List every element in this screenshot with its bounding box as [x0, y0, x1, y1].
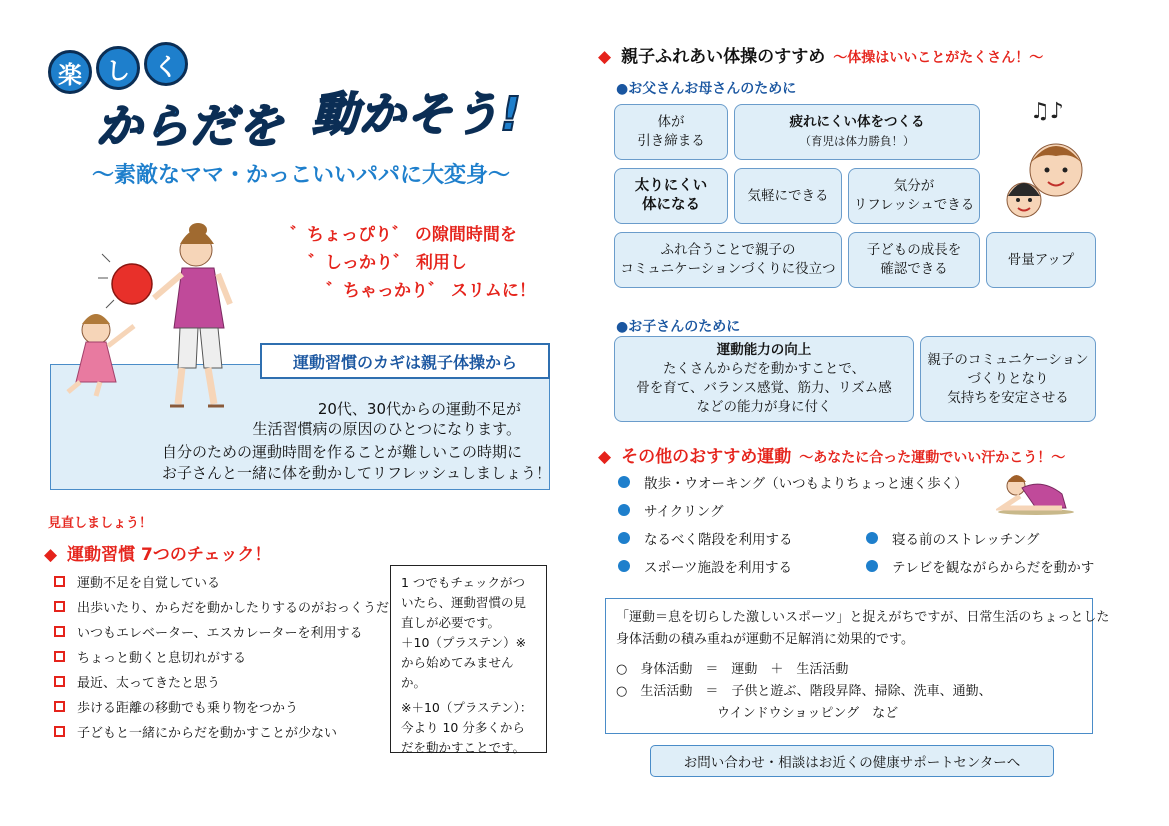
habit-line-3: 自分のための運動時間を作ることが難しいこの時期に: [162, 443, 523, 461]
slogan-line-3: ゛ちゃっかり゛ スリムに！: [326, 281, 536, 301]
check-item: [54, 597, 389, 616]
check-item-label: 運動不足を自覚している: [77, 576, 221, 591]
benefit-card-toned: 体が 引き締まる: [614, 104, 728, 160]
page-subtitle: ～素敵なママ・かっこいいパパに大変身～: [92, 163, 511, 188]
stretching-woman-illustration: [996, 466, 1076, 516]
check-item: [54, 572, 220, 591]
diamond-icon: ◆: [44, 545, 58, 565]
plus-ten-note: [390, 565, 547, 753]
child-benefit-motor-skills: 運動能力の向上 たくさんからだを動かすことで、 骨を育て、バランス感覚、筋力、リズム感 などの能力が身に付く: [614, 336, 914, 422]
svg-text:♫♪: ♫♪: [1030, 99, 1064, 124]
benefit-card-refresh: 気分が リフレッシュできる: [848, 168, 980, 224]
check-item-label: いつもエレベーター、エスカレーターを利用する: [77, 626, 363, 641]
check-item-label: 出歩いたり、からだを動かしたりするのがおっくうだ: [77, 601, 390, 616]
check-item-label: 子どもと一緒にからだを動かすことが少ない: [77, 726, 338, 741]
slogan-line-2: ゛しっかり゛ 利用し: [308, 253, 467, 273]
title-circle-1: 楽: [48, 50, 92, 94]
check-title-text: 運動習慣 7つのチェック！: [67, 545, 272, 565]
exercise-item: テレビを観ながらからだを動かす: [866, 556, 1094, 576]
other-exercise-title: その他のおすすめ運動: [621, 447, 792, 467]
habit-line-4: お子さんと一緒に体を動かしてリフレッシュしましょう！: [162, 464, 551, 482]
contact-banner: お問い合わせ・相談はお近くの健康サポートセンターへ: [650, 745, 1054, 777]
exercise-item: スポーツ施設を利用する: [618, 556, 792, 576]
checkbox-icon: [54, 701, 65, 712]
check-item-label: ちょっと動くと息切れがする: [77, 651, 247, 666]
note-text-1: 1 つでもチェックがついたら、運動習慣の見直しが必要です。: [401, 575, 527, 630]
bullet-icon: [866, 560, 878, 572]
parent-child-section-title: [598, 42, 1043, 67]
title-line-1: からだを: [96, 99, 284, 153]
for-parents-label: ●お父さんお母さんのために: [616, 81, 797, 97]
info-row-2: ○ 生活活動 ＝ 子供と遊ぶ、階段昇降、掃除、洗車、通勤、: [616, 684, 992, 699]
other-exercise-section-title: [598, 442, 1065, 467]
bullet-icon: [618, 504, 630, 516]
activity-info-box: [605, 598, 1110, 734]
parent-child-title: 親子ふれあい体操のすすめ: [621, 47, 826, 67]
check-item: [54, 647, 246, 666]
check-item: [54, 622, 362, 641]
for-children-label: ●お子さんのために: [616, 319, 741, 335]
benefit-card-communication: ふれ合うことで親子の コミュニケーションづくりに役立つ: [614, 232, 842, 288]
title-circle-3: く: [144, 42, 188, 86]
info-row-3: ウインドウショッピング など: [717, 706, 899, 721]
bullet-icon: [618, 476, 630, 488]
review-label: 見直しましょう！: [48, 516, 153, 531]
checkbox-icon: [54, 576, 65, 587]
diamond-icon: ◆: [598, 47, 612, 67]
habit-heading: 運動習慣のカギは親子体操から: [260, 343, 550, 379]
slogan-line-1: ゛ちょっぴり゛ の隙間時間を: [290, 225, 517, 245]
habit-line-2: 生活習慣病の原因のひとつになります。: [252, 420, 521, 438]
other-exercise-subtitle: ～あなたに合った運動でいい汗かこう！～: [799, 450, 1066, 466]
benefit-card-growth: 子どもの成長を 確認できる: [848, 232, 980, 288]
checkbox-icon: [54, 601, 65, 612]
child-benefit-communication: 親子のコミュニケーション づくりとなり 気持ちを安定させる: [920, 336, 1096, 422]
check-item: [54, 672, 220, 691]
bullet-icon: [866, 532, 878, 544]
title-circle-2: し: [96, 46, 140, 90]
checkbox-icon: [54, 651, 65, 662]
benefit-card-slim: 太りにくい 体になる: [614, 168, 728, 224]
exercise-item: なるべく階段を利用する: [618, 528, 793, 548]
exercise-item: サイクリング: [618, 500, 724, 520]
check-item: [54, 697, 298, 716]
bullet-icon: [618, 532, 630, 544]
info-line-2: 身体活動の積み重ねが運動不足解消に効果的です。: [616, 632, 914, 647]
benefit-card-stamina: 疲れにくい体をつくる （育児は体力勝負！）: [734, 104, 980, 160]
family-faces-illustration: [1000, 96, 1096, 222]
note-text-3: ※＋10（プラステン）：今より 10 分多くからだを動かすことです。: [401, 700, 533, 755]
exercise-item: 寝る前のストレッチング: [866, 528, 1039, 548]
check-section-title: [44, 540, 271, 565]
checkbox-icon: [54, 626, 65, 637]
habit-line-1: 20代、30代からの運動不足が: [317, 400, 521, 418]
title-line-2: 動かそう!: [312, 87, 522, 141]
exercise-item: 散歩・ウオーキング（いつもよりちょっと速く歩く）: [618, 472, 968, 492]
check-item: [54, 722, 337, 741]
note-text-2: ＋10（プラステン）※から始めてみませんか。: [401, 635, 527, 690]
parent-child-subtitle: ～体操はいいことがたくさん！～: [833, 50, 1044, 66]
info-row-1: ○ 身体活動 ＝ 運動 ＋ 生活活動: [616, 662, 849, 677]
benefit-card-easy: 気軽にできる: [734, 168, 842, 224]
mother-child-balloon-illustration: [58, 218, 258, 414]
check-item-label: 歩ける距離の移動でも乗り物をつかう: [77, 701, 299, 716]
checkbox-icon: [54, 726, 65, 737]
benefit-card-bone: 骨量アップ: [986, 232, 1096, 288]
bullet-icon: [618, 560, 630, 572]
checkbox-icon: [54, 676, 65, 687]
info-line-1: 「運動＝息を切らした激しいスポーツ」と捉えがちですが、日常生活のちょっとした: [616, 610, 1110, 625]
diamond-icon: ◆: [598, 447, 612, 467]
check-item-label: 最近、太ってきたと思う: [77, 676, 221, 691]
